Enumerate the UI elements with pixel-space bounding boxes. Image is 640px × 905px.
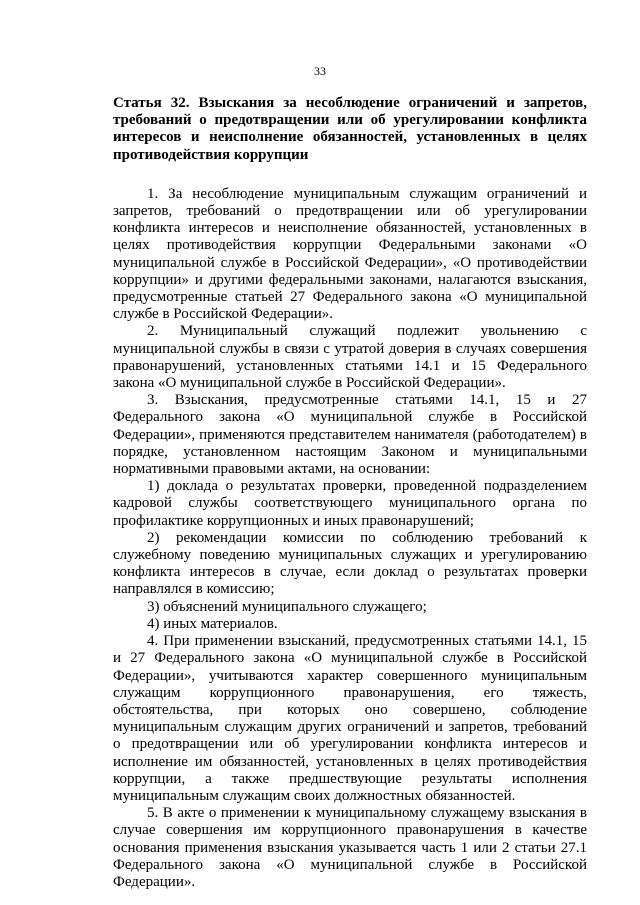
page-number: 33 — [314, 64, 326, 78]
list-item-3: 3) объяснений муниципального служащего; — [147, 598, 427, 615]
paragraph-5: 5. В акте о применении к муниципальному служащему взыскания в случае совершения им коррупционного правонарушения в качестве основания применения взыскания указывается часть 1 или 2 статьи 27.1 Федерального закона «О муниципальной службе в Российской Федерации». — [113, 805, 587, 890]
article-title: Статья 32. Взыскания за несоблюдение ограничений и запретов, требований о предотвращении или об урегулировании конфликта интересов и неисполнение обязанностей, установленных в целях противодействия коррупции — [113, 95, 587, 163]
paragraph-2: 2. Муниципальный служащий подлежит увольнению с муниципальной службы в связи с утратой доверия в случаях совершения правонарушений, установленных статьями 14.1 и 15 Федерального закона «О муниципальной службе в Российской Федерации». — [113, 323, 587, 392]
list-item-2: 2) рекомендации комиссии по соблюдению требований к служебному поведению муниципальных служащих и урегулированию конфликта интересов в случае, если доклад о результатах проверки направлялся в комиссию; — [113, 529, 587, 598]
list-item-1: 1) доклада о результатах проверки, проведенной подразделением кадровой службы соответствующего муниципального органа по профилактике коррупционных и иных правонарушений; — [113, 478, 587, 529]
paragraph-3: 3. Взыскания, предусмотренные статьями 14.1, 15 и 27 Федерального закона «О муниципальной службе в Российской Федерации», применяются представителем нанимателя (работодателем) в порядке, установленном настоящим Законом и муниципальными нормативными правовыми актами, на основании: — [113, 392, 587, 478]
paragraph-1: 1. За несоблюдение муниципальным служащим ограничений и запретов, требований о предотвращении или об урегулировании конфликта интересов и неисполнение обязанностей, установленных в целях противодействия коррупции Федеральными законами «О муниципальной службе в Российской Федерации», «О противодействии коррупции» и другими федеральными законами, налагаются взыскания, предусмотренные статьей 27 Федерального закона «О муниципальной службе в Российской Федерации». — [113, 185, 587, 323]
paragraph-4: 4. При применении взысканий, предусмотренных статьями 14.1, 15 и 27 Федерального закона «О муниципальной службе в Российской Федерации», учитываются характер совершенного муниципальным служащим коррупционного правонарушения, его тяжесть, обстоятельства, при которых оно совершено, соблюдение муниципальным служащим других ограничений и запретов, требований о предотвращении или об урегулировании конфликта интересов и исполнение им обязанностей, установленных в целях противодействия коррупции, а также предшествующие результаты исполнения муниципальным служащим своих должностных обязанностей. — [113, 633, 587, 804]
document-body — [113, 95, 587, 891]
list-item-4: 4) иных материалов. — [147, 615, 278, 632]
